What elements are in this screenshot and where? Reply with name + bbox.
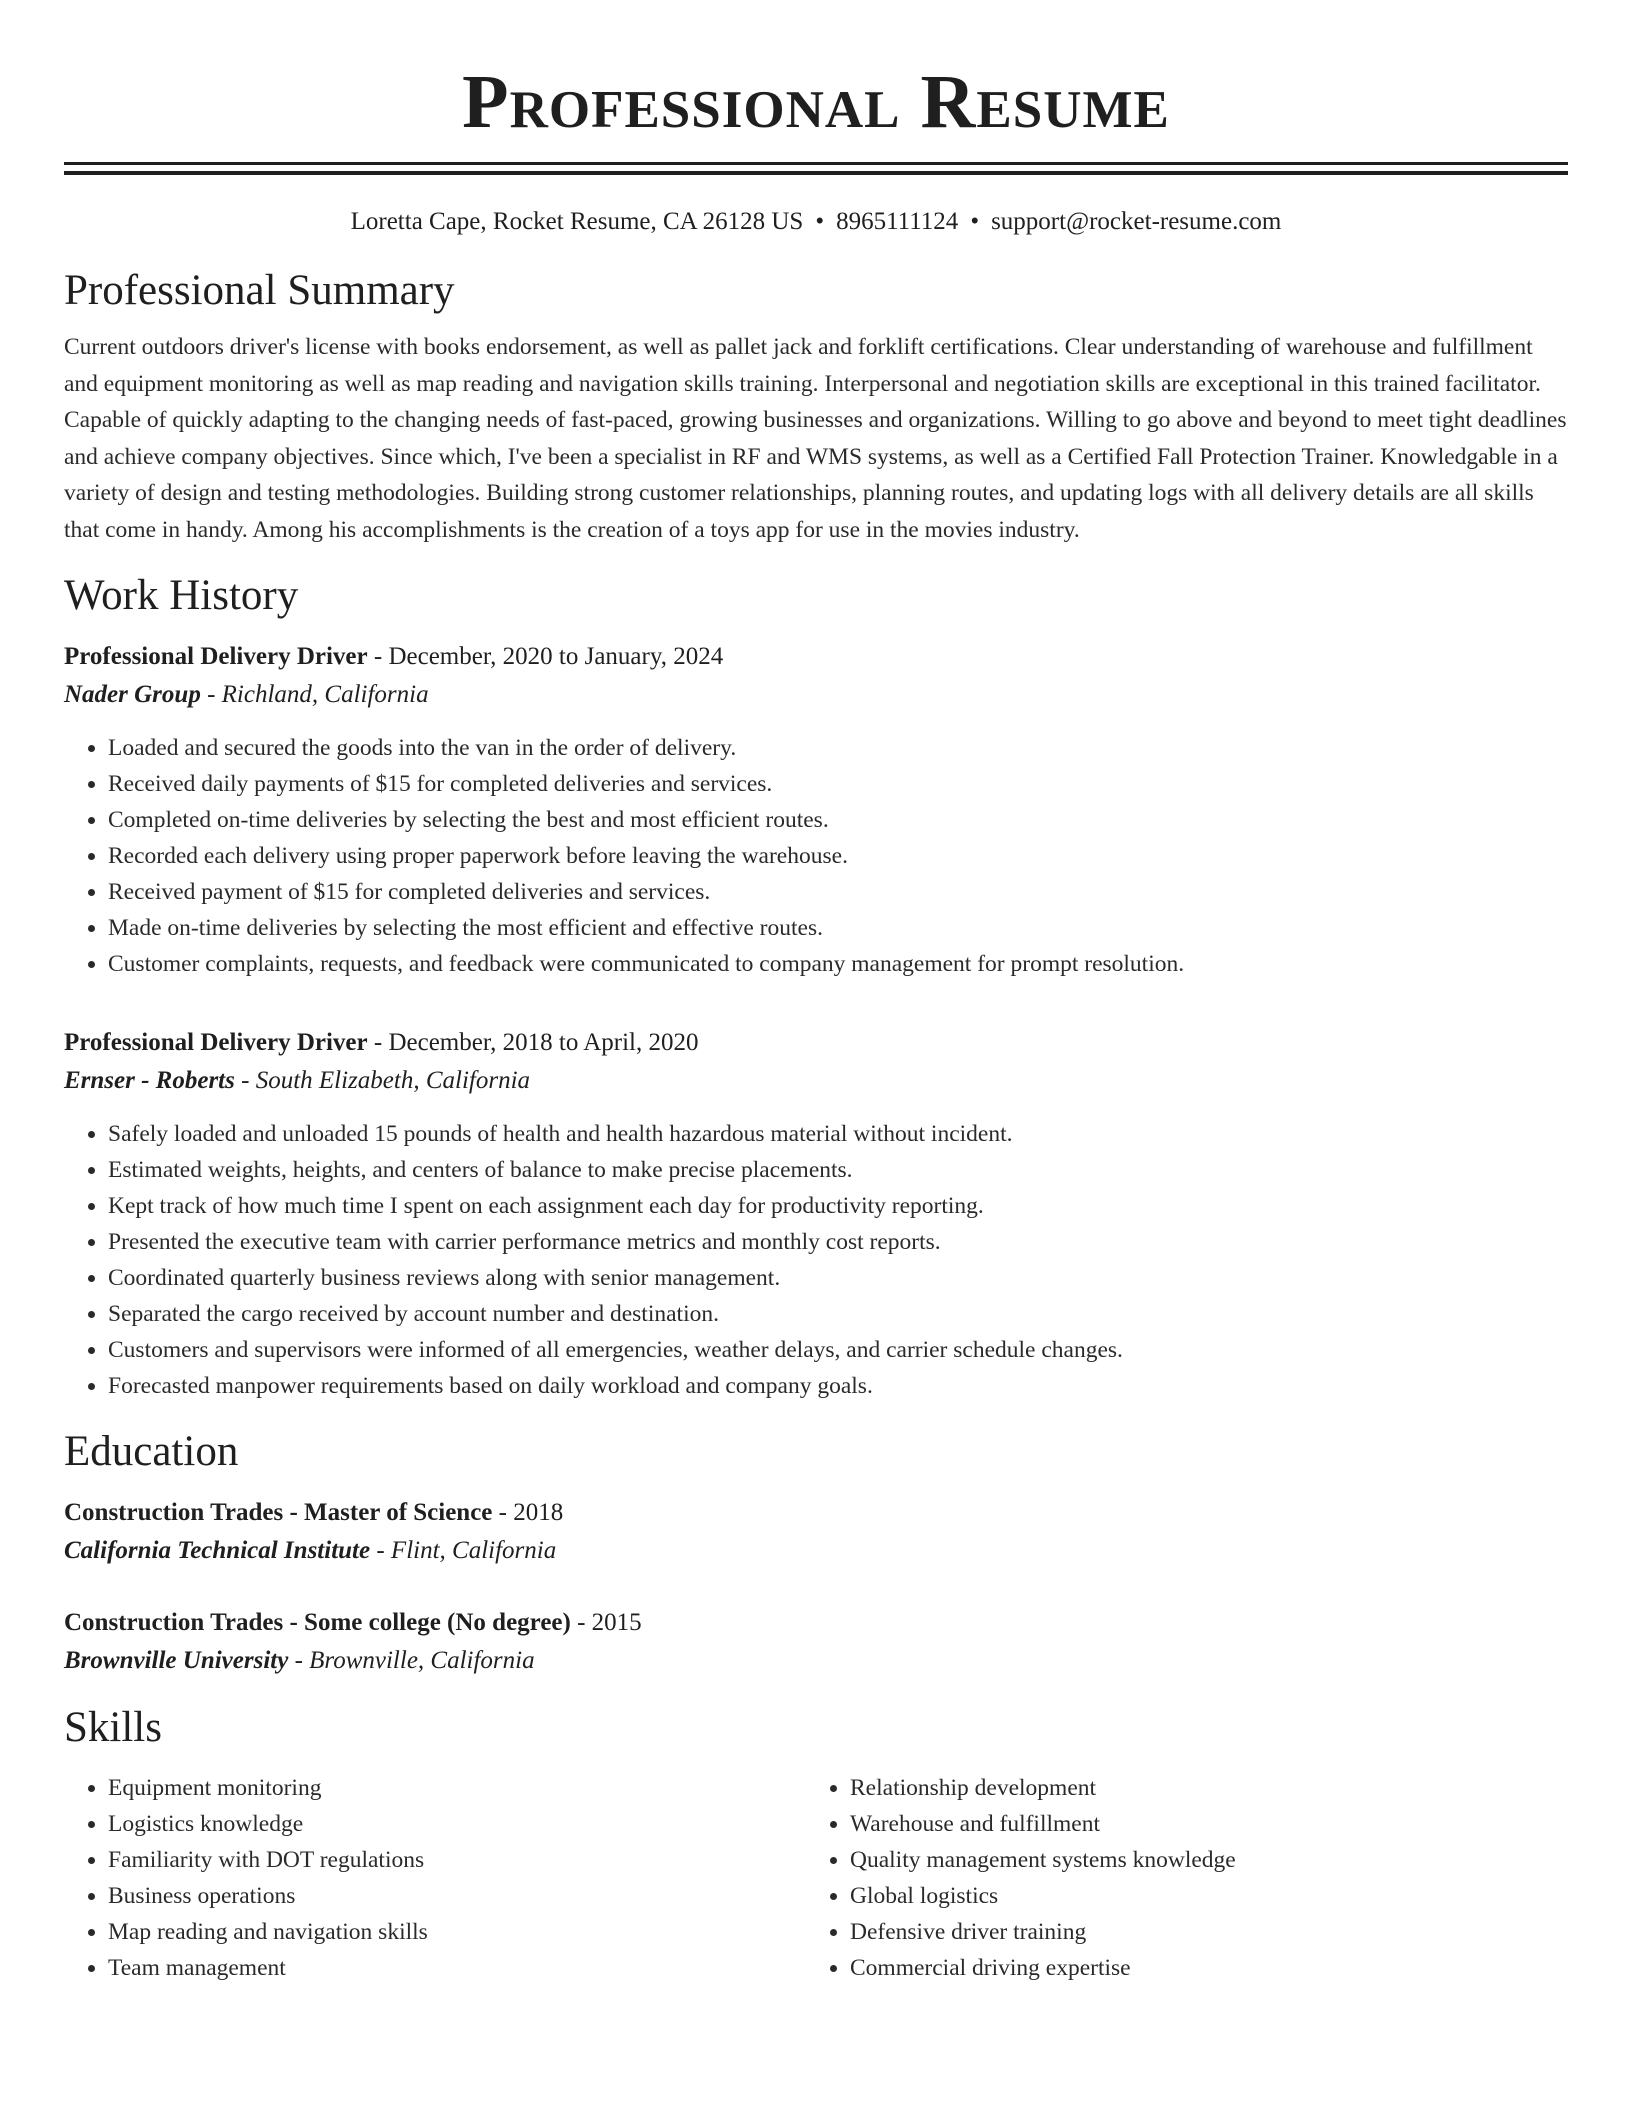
skills-columns — [64, 1770, 1568, 1986]
job-title: Professional Delivery Driver — [64, 1029, 368, 1056]
company-line — [64, 676, 1568, 714]
degree-year: - 2018 — [492, 1499, 564, 1526]
job-entry — [64, 638, 1568, 982]
list-item: • Global logistics — [850, 1878, 1548, 1914]
degree-line — [64, 1604, 1568, 1642]
contact-email: support@rocket-resume.com — [991, 208, 1282, 235]
list-item: • Relationship development — [850, 1770, 1548, 1806]
list-item: • Separated the cargo received by account number and destination. — [108, 1296, 1568, 1332]
skills-column-left — [64, 1770, 806, 1986]
education-entry — [64, 1604, 1568, 1680]
work-history-heading: Work History — [64, 572, 299, 619]
job-duties-list — [64, 1116, 1568, 1404]
skills-heading: Skills — [64, 1704, 162, 1751]
skills-list-right — [806, 1770, 1548, 1986]
school-line — [64, 1642, 1568, 1680]
contact-phone: 8965111124 — [836, 208, 959, 235]
contact-separator: • — [815, 208, 825, 235]
list-item: • Forecasted manpower requirements based on daily workload and company goals. — [108, 1368, 1568, 1404]
skills-list-left — [64, 1770, 806, 1986]
education-heading: Education — [64, 1428, 239, 1475]
job-duties-list — [64, 730, 1568, 982]
list-item: • Logistics knowledge — [108, 1806, 806, 1842]
degree-line — [64, 1494, 1568, 1532]
list-item: • Coordinated quarterly business reviews along with senior management. — [108, 1260, 1568, 1296]
job-title-line — [64, 1024, 1568, 1062]
school-name: Brownville University — [64, 1647, 289, 1674]
job-title: Professional Delivery Driver — [64, 643, 368, 670]
company-location: - South Elizabeth, California — [234, 1067, 531, 1094]
list-item: • Presented the executive team with carrier performance metrics and monthly cost reports. — [108, 1224, 1568, 1260]
list-item: • Customer complaints, requests, and feedback were communicated to company management for prompt resolution. — [108, 946, 1568, 982]
list-item: • Customers and supervisors were informed of all emergencies, weather delays, and carrier schedule changes. — [108, 1332, 1568, 1368]
list-item: • Recorded each delivery using proper paperwork before leaving the warehouse. — [108, 838, 1568, 874]
job-dates: - December, 2018 to April, 2020 — [367, 1029, 699, 1056]
job-title-line — [64, 638, 1568, 676]
list-item: • Equipment monitoring — [108, 1770, 806, 1806]
list-item: • Business operations — [108, 1878, 806, 1914]
list-item: • Estimated weights, heights, and centers of balance to make precise placements. — [108, 1152, 1568, 1188]
list-item: • Defensive driver training — [850, 1914, 1548, 1950]
list-item: • Kept track of how much time I spent on each assignment each day for productivity reporting. — [108, 1188, 1568, 1224]
job-dates: - December, 2020 to January, 2024 — [367, 643, 724, 670]
summary-text: Current outdoors driver's license with books endorsement, as well as pallet jack and forklift certifications. Clear understanding of warehouse and fulfillment and equipment monitoring as well as map reading and navigation skills training. Interpersonal and negotiation skills are exceptional in this trained facilitator. Capable of quickly adapting to the changing needs of fast-paced, growing businesses and organizations. Willing to go above and beyond to meet tight deadlines and achieve company objectives. Since which, I've been a specialist in RF and WMS systems, as well as a Certified Fall Protection Trainer. Knowledgable in a variety of design and testing methodologies. Building strong customer relationships, planning routes, and updating logs with all delivery details are all skills that come in handy. Among his accomplishments is the creation of a toys app for use in the movies industry. — [64, 334, 1567, 543]
job-entry — [64, 1024, 1568, 1404]
list-item: • Familiarity with DOT regulations — [108, 1842, 806, 1878]
summary-heading: Professional Summary — [64, 267, 455, 314]
company-location: - Richland, California — [200, 681, 429, 708]
school-line — [64, 1532, 1568, 1570]
list-item: • Quality management systems knowledge — [850, 1842, 1548, 1878]
education-entry — [64, 1494, 1568, 1570]
list-item: • Commercial driving expertise — [850, 1950, 1548, 1986]
school-location: - Flint, California — [370, 1537, 557, 1564]
degree-year: - 2015 — [570, 1609, 642, 1636]
school-name: California Technical Institute — [64, 1537, 371, 1564]
list-item: • Team management — [108, 1950, 806, 1986]
list-item: • Loaded and secured the goods into the van in the order of delivery. — [108, 730, 1568, 766]
page-title: Professional Resume — [462, 60, 1170, 144]
list-item: • Warehouse and fulfillment — [850, 1806, 1548, 1842]
list-item: • Received daily payments of $15 for completed deliveries and services. — [108, 766, 1568, 802]
degree-name: Construction Trades - Master of Science — [64, 1499, 493, 1526]
school-location: - Brownville, California — [288, 1647, 535, 1674]
list-item: • Made on-time deliveries by selecting the most efficient and effective routes. — [108, 910, 1568, 946]
contact-line — [64, 205, 1568, 239]
degree-name: Construction Trades - Some college (No degree) — [64, 1609, 571, 1636]
list-item: • Received payment of $15 for completed deliveries and services. — [108, 874, 1568, 910]
list-item: • Safely loaded and unloaded 15 pounds of health and health hazardous material without incident. — [108, 1116, 1568, 1152]
company-line — [64, 1062, 1568, 1100]
company-name: Nader Group — [64, 681, 201, 708]
title-divider — [64, 162, 1568, 175]
company-name: Ernser - Roberts — [64, 1067, 235, 1094]
contact-address: Loretta Cape, Rocket Resume, CA 26128 US — [350, 208, 804, 235]
list-item: • Map reading and navigation skills — [108, 1914, 806, 1950]
contact-separator: • — [970, 208, 980, 235]
list-item: • Completed on-time deliveries by selecting the best and most efficient routes. — [108, 802, 1568, 838]
skills-column-right — [806, 1770, 1548, 1986]
